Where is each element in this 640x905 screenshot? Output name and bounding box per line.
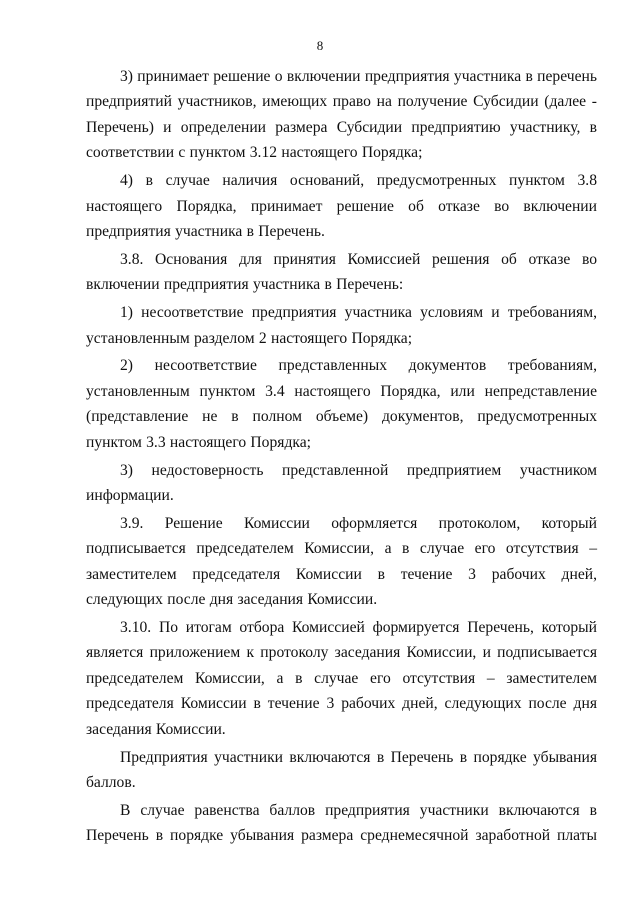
paragraph-item-4: 4) в случае наличия оснований, предусмотренных пунктом 3.8 настоящего Порядка, принимает решение об отказе во включении предприятия участника в Перечень. [86, 172, 597, 240]
paragraph-section-3-9: 3.9. Решение Комиссии оформляется протоколом, который подписывается председателем Комиссии, а в случае его отсутствия – заместителем председателя Комиссии в течение 3 рабочих дней, следующих после дня заседания Комиссии. [86, 514, 597, 609]
paragraph-reason-1: 1) несоответствие предприятия участника условиям и требованиям, установленным разделом 2 настоящего Порядка; [86, 304, 597, 347]
paragraph-tie-break: В случае равенства баллов предприятия участники включаются в Перечень в порядке убывания размера среднемесячной заработной платы [86, 801, 597, 845]
paragraph-ranking: Предприятия участники включаются в Перечень в порядке убывания баллов. [86, 748, 597, 791]
document-body [86, 64, 597, 849]
paragraph-reason-2: 2) несоответствие представленных документов требованиям, установленным пунктом 3.4 настоящего Порядка, или непредставление (представление не в полном объеме) документов, предусмотренных пунктом 3.3 настоящего Порядка; [86, 357, 597, 451]
paragraph-reason-3: 3) недостоверность представленной предприятием участником информации. [86, 461, 597, 504]
paragraph-item-3: 3) принимает решение о включении предприятия участника в перечень предприятий участников, имеющих право на получение Субсидии (далее - Перечень) и определении размера Субсидии предприятию участнику, в соответствии с пунктом 3.12 настоящего Порядка; [86, 68, 597, 162]
page-number: 8 [316, 38, 324, 53]
paragraph-section-3-10: 3.10. По итогам отбора Комиссией формируется Перечень, который является приложением к протоколу заседания Комиссии, и подписывается председателем Комиссии, а в случае его отсутствия – заместителем председателя Комиссии в течение 3 рабочих дней, следующих после дня заседания Комиссии. [86, 619, 597, 738]
paragraph-section-3-8: 3.8. Основания для принятия Комиссией решения об отказе во включении предприятия участника в Перечень: [86, 250, 597, 294]
